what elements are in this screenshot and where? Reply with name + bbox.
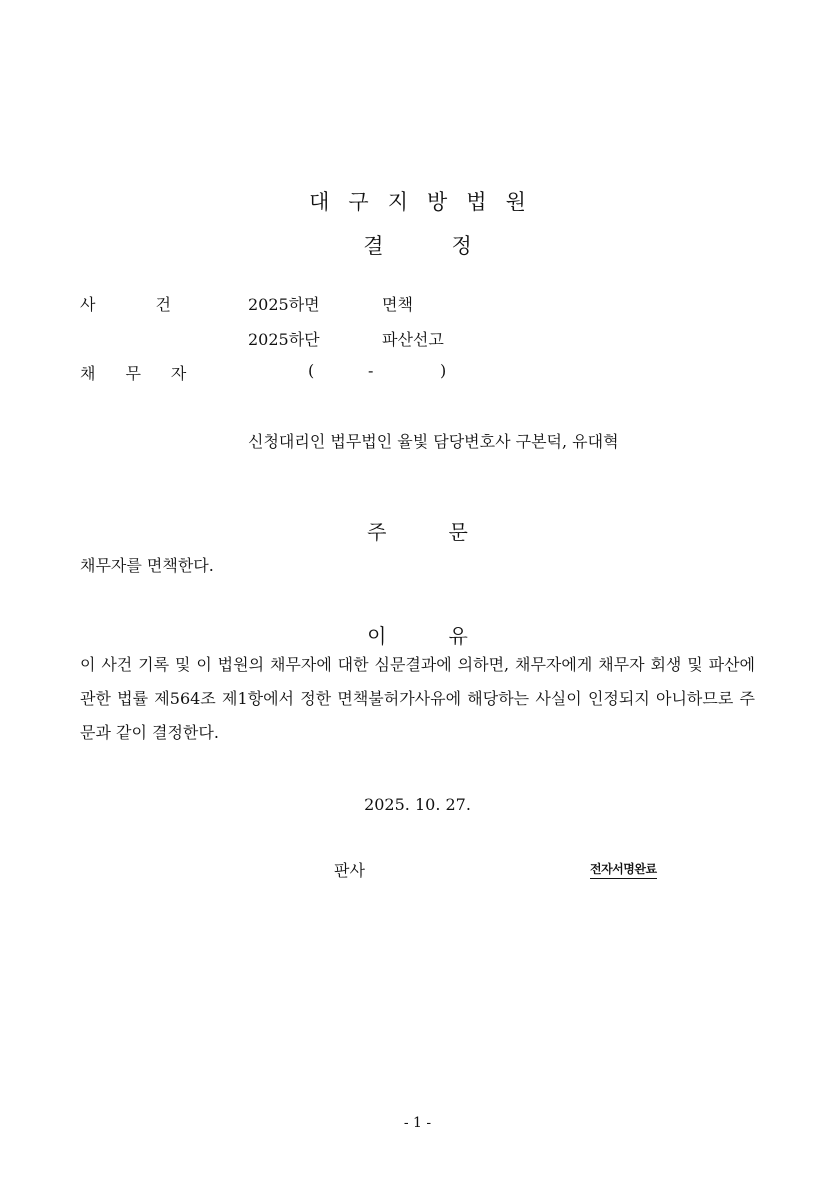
reason-text: 이 사건 기록 및 이 법원의 채무자에 대한 심문결과에 의하면, 채무자에게 채무자 회생 및 파산에 관한 법률 제564조 제1항에서 정한 면책불허가사유에 해당하는 사실이 인정되지 아니하므로 주문과 같이 결정한다.: [80, 655, 755, 742]
page-number: - 1 -: [403, 1115, 432, 1131]
case-number-2: 2025하단: [248, 330, 320, 349]
debtor-dash: -: [368, 361, 374, 380]
judge-label: 판사: [334, 861, 365, 880]
decision-date: 2025. 10. 27.: [364, 795, 471, 814]
e-signature-stamp: 전자서명완료: [590, 860, 657, 879]
debtor-label: 채무자: [80, 364, 217, 383]
case-label: 사건: [80, 295, 231, 314]
debtor-paren-open: (: [308, 361, 315, 380]
reason-heading: 이유: [367, 624, 530, 648]
order-heading: 주문: [367, 520, 530, 544]
debtor-paren-close: ): [440, 361, 447, 380]
document-type: 결정: [363, 234, 540, 258]
court-title: 대구지방법원: [309, 190, 545, 214]
case-number-1: 2025하면: [248, 295, 320, 314]
case-name-2: 파산선고: [382, 330, 444, 349]
order-text: 채무자를 면책한다.: [80, 556, 214, 575]
case-name-1: 면책: [382, 295, 413, 314]
attorney-line: 신청대리인 법무법인 율빛 담당변호사 구본덕, 유대혁: [248, 432, 619, 451]
